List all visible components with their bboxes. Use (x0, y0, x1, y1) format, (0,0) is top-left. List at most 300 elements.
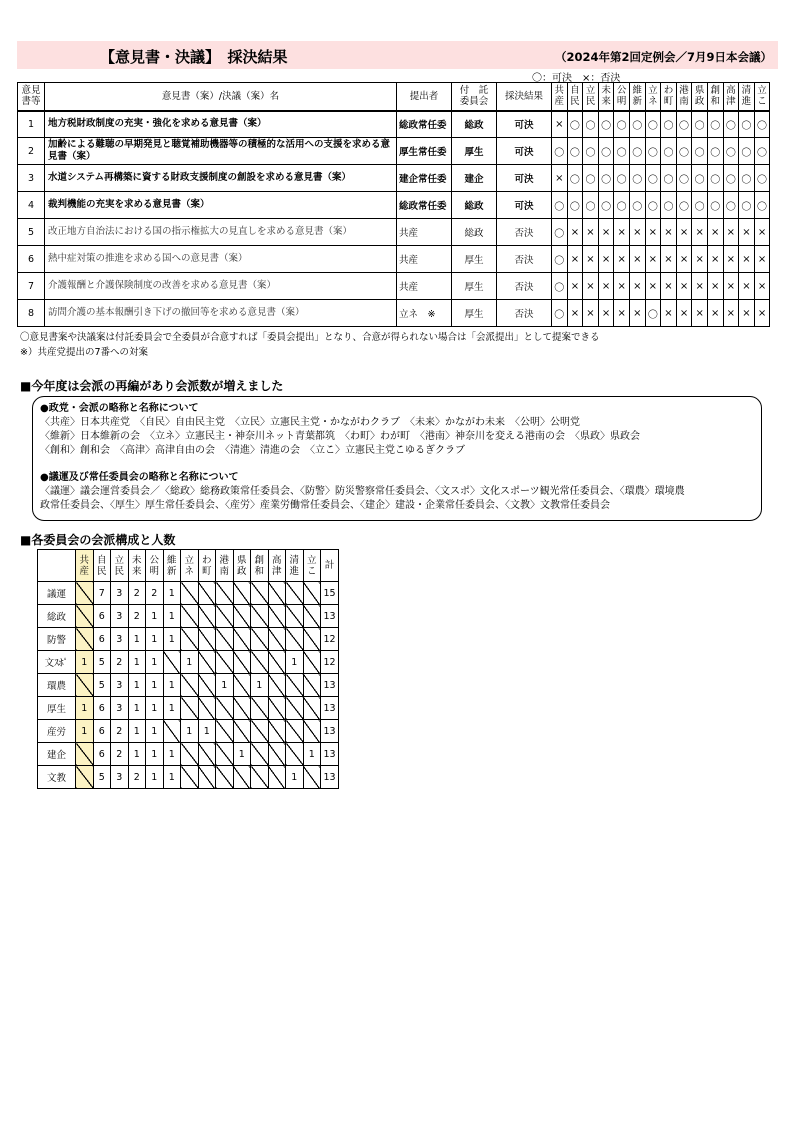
row-title: 地方税財政制度の充実・強化を求める意見書（案） (45, 111, 397, 138)
vote-cell: × (661, 273, 677, 300)
committee-row (38, 766, 339, 789)
empty-seat-cell (198, 697, 216, 720)
empty-seat-cell (268, 628, 286, 651)
committee-heading: ●議運及び常任委員会の略称と名称について (40, 472, 239, 483)
faction-header: 未 来 (598, 83, 614, 111)
row-number: 4 (18, 192, 45, 219)
seat-count-cell: 1 (163, 743, 181, 766)
empty-seat-cell (198, 651, 216, 674)
empty-seat-cell (76, 674, 94, 697)
empty-seat-cell (198, 743, 216, 766)
seat-count-cell: 1 (146, 651, 164, 674)
empty-seat-cell (233, 605, 251, 628)
page-title: 【意見書・決議】 採決結果 (100, 48, 288, 66)
row-title: 熱中症対策の推進を求める国への意見書（案） (45, 246, 397, 273)
vote-cell: 〇 (629, 138, 645, 165)
vote-cell: 〇 (645, 165, 661, 192)
seat-count-cell: 1 (128, 697, 146, 720)
vote-cell: × (614, 219, 630, 246)
vote-cell: 〇 (645, 300, 661, 327)
committee-total: 13 (321, 743, 339, 766)
seat-count-cell: 2 (111, 743, 129, 766)
vote-cell: × (723, 273, 739, 300)
empty-seat-cell (198, 582, 216, 605)
row-submitter: 共産 (397, 273, 452, 300)
empty-seat-cell (216, 743, 234, 766)
empty-seat-cell (303, 697, 321, 720)
vote-cell: 〇 (614, 111, 630, 138)
note-line: 〇意見書案や決議案は付託委員会で全委員が合意すれば「委員会提出」となり、合意が得られない場合は「会派提出」として提案できる (20, 332, 600, 343)
committee-name: 環農 (38, 674, 76, 697)
empty-seat-cell (216, 582, 234, 605)
empty-seat-cell (181, 674, 199, 697)
seat-count-cell: 1 (146, 743, 164, 766)
empty-seat-cell (286, 743, 304, 766)
empty-seat-cell (233, 720, 251, 743)
row-title: 水道システム再構築に資する財政支援制度の創設を求める意見書（案） (45, 165, 397, 192)
faction-header: 公 明 (146, 550, 164, 582)
vote-cell: × (754, 273, 770, 300)
empty-seat-cell (181, 766, 199, 789)
empty-seat-cell (268, 674, 286, 697)
seat-count-cell: 1 (128, 651, 146, 674)
row-committee: 総政 (452, 111, 497, 138)
seat-count-cell: 6 (93, 628, 111, 651)
vote-cell: 〇 (614, 192, 630, 219)
empty-seat-cell (251, 720, 269, 743)
seat-count-cell: 3 (111, 582, 129, 605)
seat-count-cell: 1 (146, 766, 164, 789)
seat-count-cell: 1 (286, 766, 304, 789)
empty-seat-cell (216, 605, 234, 628)
vote-cell: × (598, 273, 614, 300)
vote-cell: 〇 (629, 192, 645, 219)
vote-cell: × (583, 219, 599, 246)
vote-cell: × (739, 273, 755, 300)
committee-total: 13 (321, 720, 339, 743)
seat-count-cell: 6 (93, 605, 111, 628)
empty-seat-cell (76, 628, 94, 651)
empty-seat-cell (286, 697, 304, 720)
row-submitter: 立ネ ※ (397, 300, 452, 327)
seat-count-cell: 1 (128, 674, 146, 697)
seat-count-cell: 1 (198, 720, 216, 743)
vote-cell: × (645, 246, 661, 273)
empty-seat-cell (181, 628, 199, 651)
vote-cell: × (661, 219, 677, 246)
vote-cell: 〇 (552, 246, 568, 273)
empty-seat-cell (216, 628, 234, 651)
row-result: 可決 (497, 165, 552, 192)
faction-line: 〈共産〉日本共産党 〈自民〉自由民主党 〈立民〉立憲民主党・かながわクラブ 〈未来〉かながわ未来 〈公明〉公明党 (40, 417, 580, 428)
committee-total: 13 (321, 605, 339, 628)
seat-count-cell: 1 (128, 720, 146, 743)
vote-cell: 〇 (567, 111, 583, 138)
committee-name: 建企 (38, 743, 76, 766)
vote-cell: 〇 (567, 165, 583, 192)
seat-count-cell: 2 (128, 605, 146, 628)
vote-cell: × (583, 273, 599, 300)
row-committee: 厚生 (452, 246, 497, 273)
seat-count-cell: 1 (146, 674, 164, 697)
faction-header: 港 南 (676, 83, 692, 111)
seat-count-cell: 2 (128, 582, 146, 605)
vote-cell: 〇 (583, 138, 599, 165)
committee-row (38, 697, 339, 720)
committee-name: 文ｽﾎﾟ (38, 651, 76, 674)
vote-cell: × (629, 300, 645, 327)
faction-header: 自 民 (93, 550, 111, 582)
faction-header: わ 町 (198, 550, 216, 582)
result-row (18, 111, 770, 138)
vote-cell: × (692, 273, 708, 300)
empty-seat-cell (286, 674, 304, 697)
vote-cell: 〇 (707, 138, 723, 165)
empty-seat-cell (303, 605, 321, 628)
vote-cell: 〇 (707, 165, 723, 192)
row-committee: 総政 (452, 219, 497, 246)
committee-name: 総政 (38, 605, 76, 628)
empty-seat-cell (233, 697, 251, 720)
empty-seat-cell (163, 651, 181, 674)
vote-cell: × (614, 246, 630, 273)
vote-cell: 〇 (629, 111, 645, 138)
col-submitter-header: 提出者 (397, 83, 452, 111)
vote-cell: × (567, 300, 583, 327)
vote-cell: × (614, 300, 630, 327)
seat-count-cell: 1 (163, 697, 181, 720)
committee-total: 13 (321, 697, 339, 720)
row-result: 否決 (497, 273, 552, 300)
committee-total: 12 (321, 651, 339, 674)
vote-cell: 〇 (614, 165, 630, 192)
row-number: 7 (18, 273, 45, 300)
vote-cell: 〇 (739, 111, 755, 138)
notes (20, 330, 600, 360)
faction-header: わ 町 (661, 83, 677, 111)
vote-cell: × (692, 219, 708, 246)
vote-cell: × (676, 219, 692, 246)
row-title: 加齢による難聴の早期発見と聴覚補助機器等の積極的な活用への支援を求める意見書（案） (45, 138, 397, 165)
row-title: 裁判機能の充実を求める意見書（案） (45, 192, 397, 219)
empty-seat-cell (181, 582, 199, 605)
seat-count-cell: 2 (146, 582, 164, 605)
vote-cell: 〇 (583, 111, 599, 138)
committee-row (38, 674, 339, 697)
empty-seat-cell (303, 720, 321, 743)
committee-name: 防警 (38, 628, 76, 651)
vote-cell: 〇 (739, 192, 755, 219)
empty-seat-cell (233, 766, 251, 789)
seat-count-cell: 1 (286, 651, 304, 674)
result-row (18, 219, 770, 246)
vote-cell: 〇 (676, 138, 692, 165)
row-committee: 厚生 (452, 300, 497, 327)
committee-name: 産労 (38, 720, 76, 743)
result-row (18, 273, 770, 300)
committee-total: 13 (321, 766, 339, 789)
empty-seat-cell (251, 743, 269, 766)
vote-cell: 〇 (723, 165, 739, 192)
vote-cell: 〇 (739, 138, 755, 165)
seat-count-cell: 1 (251, 674, 269, 697)
seat-count-cell: 1 (163, 582, 181, 605)
vote-cell: 〇 (692, 138, 708, 165)
vote-cell: × (661, 246, 677, 273)
seat-count-cell: 1 (163, 674, 181, 697)
seat-count-cell: 3 (111, 674, 129, 697)
vote-cell: 〇 (707, 192, 723, 219)
committee-row (38, 743, 339, 766)
row-number: 1 (18, 111, 45, 138)
empty-seat-cell (268, 766, 286, 789)
empty-seat-cell (251, 582, 269, 605)
row-result: 可決 (497, 192, 552, 219)
row-result: 否決 (497, 246, 552, 273)
result-row (18, 165, 770, 192)
vote-cell: 〇 (692, 165, 708, 192)
vote-cell: × (676, 273, 692, 300)
faction-header: 立 こ (303, 550, 321, 582)
seat-count-cell: 1 (146, 697, 164, 720)
vote-cell: 〇 (645, 192, 661, 219)
seat-count-cell: 6 (93, 720, 111, 743)
row-result: 否決 (497, 219, 552, 246)
seat-count-cell: 1 (146, 720, 164, 743)
empty-seat-cell (216, 651, 234, 674)
committee-total: 15 (321, 582, 339, 605)
vote-cell: 〇 (661, 138, 677, 165)
empty-seat-cell (268, 582, 286, 605)
vote-cell: × (629, 246, 645, 273)
empty-seat-cell (216, 720, 234, 743)
faction-header: 維 新 (629, 83, 645, 111)
empty-seat-cell (233, 674, 251, 697)
vote-cell: 〇 (754, 138, 770, 165)
faction-header: 県 政 (233, 550, 251, 582)
vote-cell: 〇 (645, 138, 661, 165)
seat-count-cell: 3 (111, 697, 129, 720)
vote-cell: × (661, 300, 677, 327)
row-committee: 建企 (452, 165, 497, 192)
row-number: 5 (18, 219, 45, 246)
vote-cell: × (707, 219, 723, 246)
empty-seat-cell (268, 720, 286, 743)
seat-count-cell: 1 (181, 720, 199, 743)
vote-legend: 〇：可決 ×：否決 (532, 73, 621, 84)
vote-cell: × (598, 219, 614, 246)
vote-cell: 〇 (552, 219, 568, 246)
faction-header: 港 南 (216, 550, 234, 582)
row-committee: 厚生 (452, 138, 497, 165)
vote-cell: 〇 (598, 111, 614, 138)
vote-cell: 〇 (754, 192, 770, 219)
faction-header: 清 進 (739, 83, 755, 111)
session-label: （2024年第2回定例会／7月9日本会議） (554, 50, 772, 64)
vote-cell: × (598, 246, 614, 273)
seat-count-cell: 5 (93, 766, 111, 789)
vote-cell: 〇 (583, 165, 599, 192)
vote-cell: × (567, 219, 583, 246)
empty-seat-cell (268, 743, 286, 766)
vote-cell: 〇 (676, 111, 692, 138)
row-committee: 総政 (452, 192, 497, 219)
empty-seat-cell (286, 582, 304, 605)
result-row (18, 138, 770, 165)
vote-cell: 〇 (629, 165, 645, 192)
seat-count-cell: 1 (128, 628, 146, 651)
committee-line: 政常任委員会、〈厚生〉厚生常任委員会、〈産労〉産業労働常任委員会、〈建企〉建設・企業常任委員会、〈文教〉文教常任委員会 (40, 500, 610, 511)
empty-seat-cell (198, 766, 216, 789)
vote-cell: × (739, 300, 755, 327)
vote-cell: × (754, 300, 770, 327)
empty-seat-cell (76, 743, 94, 766)
vote-cell: × (676, 300, 692, 327)
committee-name: 議運 (38, 582, 76, 605)
empty-seat-cell (76, 605, 94, 628)
result-row (18, 192, 770, 219)
seat-count-cell: 5 (93, 651, 111, 674)
vote-cell: 〇 (583, 192, 599, 219)
seat-count-cell: 1 (163, 766, 181, 789)
vote-cell: 〇 (661, 192, 677, 219)
committee-table-heading: ■各委員会の会派構成と人数 (20, 533, 176, 547)
empty-seat-cell (198, 605, 216, 628)
row-result: 否決 (497, 300, 552, 327)
vote-cell: × (645, 273, 661, 300)
vote-cell: × (552, 165, 568, 192)
seat-count-cell: 6 (93, 697, 111, 720)
row-title: 介護報酬と介護保険制度の改善を求める意見書（案） (45, 273, 397, 300)
vote-cell: × (692, 246, 708, 273)
empty-seat-cell (303, 651, 321, 674)
empty-seat-cell (233, 628, 251, 651)
vote-cell: × (645, 219, 661, 246)
faction-section-heading: ■今年度は会派の再編があり会派数が増えました (20, 379, 284, 393)
empty-seat-cell (233, 651, 251, 674)
vote-cell: × (614, 273, 630, 300)
committee-line: 〈議運〉議会運営委員会／〈総政〉総務政策常任委員会、〈防警〉防災警察常任委員会、〈文スポ〉文化スポーツ観光常任委員会、〈環農〉環境農 (40, 486, 685, 497)
committee-name: 文教 (38, 766, 76, 789)
vote-cell: 〇 (598, 138, 614, 165)
vote-cell: 〇 (692, 111, 708, 138)
vote-cell: × (754, 246, 770, 273)
vote-cell: 〇 (754, 111, 770, 138)
empty-seat-cell (251, 628, 269, 651)
vote-cell: 〇 (552, 192, 568, 219)
col-number-header: 意見 書等 (18, 83, 45, 111)
empty-seat-cell (268, 697, 286, 720)
faction-header: 立 こ (754, 83, 770, 111)
empty-seat-cell (251, 651, 269, 674)
committee-corner-cell (38, 550, 76, 582)
faction-header: 立 ネ (645, 83, 661, 111)
seat-count-cell: 1 (303, 743, 321, 766)
vote-cell: 〇 (614, 138, 630, 165)
seat-count-cell: 1 (163, 605, 181, 628)
vote-cell: 〇 (661, 165, 677, 192)
vote-cell: × (598, 300, 614, 327)
empty-seat-cell (181, 743, 199, 766)
faction-header: 公 明 (614, 83, 630, 111)
empty-seat-cell (303, 628, 321, 651)
vote-cell: 〇 (707, 111, 723, 138)
vote-cell: 〇 (552, 273, 568, 300)
empty-seat-cell (303, 674, 321, 697)
vote-cell: × (739, 219, 755, 246)
empty-seat-cell (233, 582, 251, 605)
empty-seat-cell (286, 720, 304, 743)
vote-cell: 〇 (645, 111, 661, 138)
empty-seat-cell (216, 766, 234, 789)
seat-count-cell: 2 (128, 766, 146, 789)
faction-header: 清 進 (286, 550, 304, 582)
row-number: 8 (18, 300, 45, 327)
seat-count-cell: 3 (111, 628, 129, 651)
faction-header: 創 和 (251, 550, 269, 582)
empty-seat-cell (303, 582, 321, 605)
empty-seat-cell (268, 605, 286, 628)
vote-cell: × (707, 246, 723, 273)
note-line: ※）共産党提出の7番への対案 (20, 347, 149, 358)
faction-header: 自 民 (567, 83, 583, 111)
empty-seat-cell (181, 605, 199, 628)
row-submitter: 厚生常任委 (397, 138, 452, 165)
faction-header: 高 津 (723, 83, 739, 111)
empty-seat-cell (163, 720, 181, 743)
committee-name: 厚生 (38, 697, 76, 720)
empty-seat-cell (76, 766, 94, 789)
empty-seat-cell (216, 697, 234, 720)
seat-count-cell: 1 (128, 743, 146, 766)
col-title-header: 意見書（案）/決議（案）名 (45, 83, 397, 111)
row-submitter: 総政常任委 (397, 192, 452, 219)
seat-count-cell: 1 (163, 628, 181, 651)
vote-cell: × (723, 300, 739, 327)
vote-cell: × (707, 300, 723, 327)
empty-seat-cell (251, 605, 269, 628)
vote-cell: × (567, 273, 583, 300)
faction-header: 高 津 (268, 550, 286, 582)
row-result: 可決 (497, 138, 552, 165)
seat-count-cell: 1 (233, 743, 251, 766)
row-title: 訪問介護の基本報酬引き下げの撤回等を求める意見書（案） (45, 300, 397, 327)
total-header: 計 (321, 550, 339, 582)
vote-cell: × (707, 273, 723, 300)
seat-count-cell: 1 (76, 720, 94, 743)
vote-cell: 〇 (567, 192, 583, 219)
committee-row (38, 628, 339, 651)
faction-header: 共 産 (76, 550, 94, 582)
vote-cell: × (583, 246, 599, 273)
vote-cell: 〇 (661, 111, 677, 138)
vote-cell: × (583, 300, 599, 327)
faction-header: 創 和 (707, 83, 723, 111)
empty-seat-cell (198, 628, 216, 651)
vote-cell: × (692, 300, 708, 327)
result-row (18, 246, 770, 273)
faction-header: 立 民 (111, 550, 129, 582)
seat-count-cell: 1 (146, 628, 164, 651)
vote-cell: 〇 (692, 192, 708, 219)
seat-count-cell: 3 (111, 605, 129, 628)
vote-cell: 〇 (739, 165, 755, 192)
faction-header: 共 産 (552, 83, 568, 111)
vote-cell: × (723, 246, 739, 273)
seat-count-cell: 1 (76, 651, 94, 674)
vote-results-table (17, 82, 770, 327)
committee-row (38, 605, 339, 628)
